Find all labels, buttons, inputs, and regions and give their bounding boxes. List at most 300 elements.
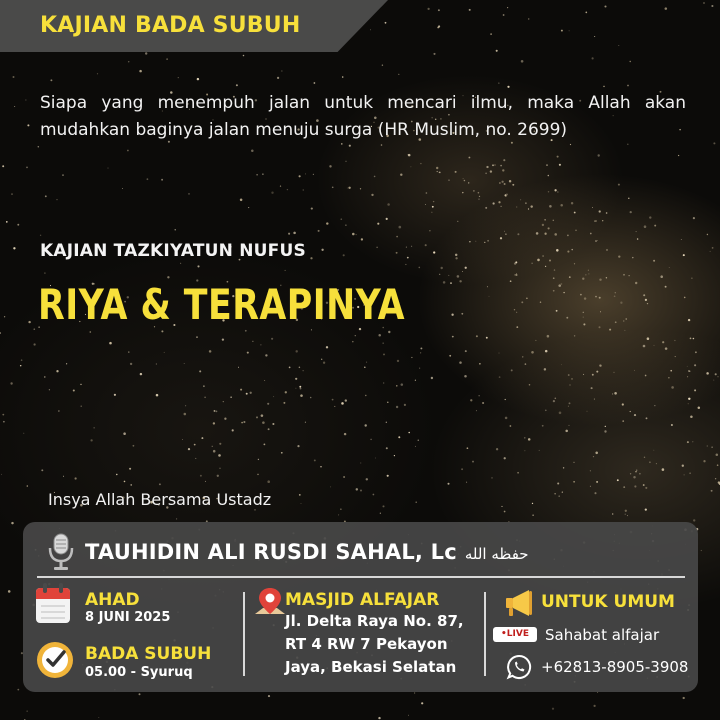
star-dot xyxy=(653,450,654,451)
star-dot xyxy=(147,178,149,180)
star-dot xyxy=(352,341,354,343)
star-dot xyxy=(571,202,573,204)
star-dot xyxy=(418,267,420,269)
star-dot xyxy=(214,410,216,412)
star-dot xyxy=(574,212,576,214)
star-dot xyxy=(605,426,606,427)
star-dot xyxy=(129,468,131,470)
star-dot xyxy=(504,457,506,459)
star-dot xyxy=(522,356,523,357)
star-dot xyxy=(437,26,439,28)
star-dot xyxy=(356,234,357,235)
event-date: 8 JUNI 2025 xyxy=(85,610,171,625)
star-dot xyxy=(656,463,657,464)
star-dot xyxy=(281,452,283,454)
star-dot xyxy=(408,432,410,434)
star-dot xyxy=(388,331,390,333)
star-dot xyxy=(583,374,584,375)
star-dot xyxy=(49,389,50,390)
star-dot xyxy=(465,350,467,352)
star-dot xyxy=(594,492,596,494)
star-dot xyxy=(569,425,570,426)
star-dot xyxy=(624,330,625,331)
star-dot xyxy=(626,318,627,319)
star-dot xyxy=(562,492,563,493)
star-dot xyxy=(515,261,517,263)
star-dot xyxy=(590,470,591,471)
star-dot xyxy=(283,402,285,404)
star-dot xyxy=(662,468,665,471)
star-dot xyxy=(258,459,259,460)
star-dot xyxy=(246,393,248,395)
star-dot xyxy=(634,370,635,371)
star-dot xyxy=(684,474,685,475)
star-dot xyxy=(627,85,629,87)
star-dot xyxy=(378,334,381,337)
star-dot xyxy=(711,490,713,492)
star-dot xyxy=(606,212,608,214)
star-dot xyxy=(498,83,499,84)
star-dot xyxy=(197,265,199,267)
star-dot xyxy=(463,178,464,179)
star-dot xyxy=(175,229,176,230)
star-dot xyxy=(459,280,461,282)
star-dot xyxy=(44,376,45,377)
star-dot xyxy=(716,454,719,457)
star-dot xyxy=(687,366,688,367)
star-dot xyxy=(28,321,30,323)
star-dot xyxy=(615,292,616,293)
star-dot xyxy=(375,458,376,459)
star-dot xyxy=(25,99,26,100)
star-dot xyxy=(625,514,626,515)
star-dot xyxy=(542,224,544,226)
star-dot xyxy=(265,354,267,356)
star-dot xyxy=(693,519,695,521)
star-dot xyxy=(557,482,559,484)
star-dot xyxy=(545,409,547,411)
star-dot xyxy=(418,440,419,441)
star-dot xyxy=(386,422,387,423)
star-dot xyxy=(583,317,584,318)
star-dot xyxy=(426,192,428,194)
star-dot xyxy=(436,167,438,169)
star-dot xyxy=(553,400,555,402)
star-dot xyxy=(236,84,238,86)
star-dot xyxy=(556,249,559,252)
star-dot xyxy=(197,78,199,80)
star-dot xyxy=(156,394,159,397)
star-dot xyxy=(585,274,586,275)
star-dot xyxy=(45,195,47,197)
star-dot xyxy=(492,202,494,204)
star-dot xyxy=(464,375,467,378)
star-dot xyxy=(660,275,663,278)
star-dot xyxy=(4,316,5,317)
star-dot xyxy=(485,172,487,174)
star-dot xyxy=(401,383,404,386)
star-dot xyxy=(396,236,398,238)
star-dot xyxy=(44,272,45,273)
whatsapp-number: +62813-8905-3908 xyxy=(541,658,689,676)
star-dot xyxy=(378,717,380,719)
star-dot xyxy=(695,351,697,353)
star-dot xyxy=(433,251,435,253)
calendar-icon xyxy=(33,580,73,626)
star-dot xyxy=(629,275,630,276)
star-dot xyxy=(711,5,713,7)
star-dot xyxy=(248,207,249,208)
star-dot xyxy=(591,387,593,389)
star-dot xyxy=(396,252,398,254)
star-dot xyxy=(349,145,351,147)
panel-divider xyxy=(37,576,685,578)
star-dot xyxy=(507,7,508,8)
star-dot xyxy=(293,232,296,235)
star-dot xyxy=(271,338,273,340)
star-dot xyxy=(27,485,29,487)
star-dot xyxy=(62,174,64,176)
star-dot xyxy=(628,198,629,199)
star-dot xyxy=(505,233,507,235)
star-dot xyxy=(634,414,636,416)
star-dot xyxy=(521,60,524,63)
star-dot xyxy=(443,281,446,284)
star-dot xyxy=(595,220,597,222)
header-banner-text: KAJIAN BADA SUBUH xyxy=(40,13,301,38)
star-dot xyxy=(451,314,453,316)
star-dot xyxy=(565,430,568,433)
star-dot xyxy=(407,257,409,259)
star-dot xyxy=(185,405,186,406)
star-dot xyxy=(63,476,64,477)
star-dot xyxy=(606,277,607,278)
star-dot xyxy=(462,271,463,272)
star-dot xyxy=(498,201,500,203)
star-dot xyxy=(584,297,586,299)
star-dot xyxy=(124,481,126,483)
star-dot xyxy=(11,522,13,524)
star-dot xyxy=(330,486,331,487)
star-dot xyxy=(342,76,344,78)
star-dot xyxy=(561,30,563,32)
column-divider-1 xyxy=(243,592,245,676)
venue-address: Jl. Delta Raya No. 87, RT 4 RW 7 Pekayon Jaya, Bekasi Selatan xyxy=(285,612,464,676)
star-dot xyxy=(632,257,633,258)
star-dot xyxy=(449,180,450,181)
star-dot xyxy=(140,373,142,375)
star-dot xyxy=(627,515,628,516)
event-day: AHAD xyxy=(85,590,140,610)
speaker-name: TAUHIDIN ALI RUSDI SAHAL, Lc xyxy=(85,540,457,564)
star-dot xyxy=(467,447,469,449)
star-dot xyxy=(332,186,334,188)
star-dot xyxy=(340,509,341,510)
star-dot xyxy=(109,342,112,345)
star-dot xyxy=(108,168,109,169)
star-dot xyxy=(681,239,682,240)
star-dot xyxy=(574,335,575,336)
star-dot xyxy=(243,55,245,57)
star-dot xyxy=(232,429,234,431)
star-dot xyxy=(612,393,613,394)
star-dot xyxy=(338,514,339,515)
star-dot xyxy=(408,154,409,155)
star-dot xyxy=(346,161,347,162)
star-dot xyxy=(703,460,705,462)
star-dot xyxy=(654,345,655,346)
star-dot xyxy=(356,488,358,490)
star-dot xyxy=(630,411,631,412)
star-dot xyxy=(73,389,75,391)
star-dot xyxy=(355,335,356,336)
star-dot xyxy=(643,294,645,296)
star-dot xyxy=(377,223,379,225)
hadith-quote: Siapa yang menempuh jalan untuk mencari ilmu, maka Allah akan mudahkan baginya jalan menuju surga (HR Muslim, no. 2699) xyxy=(40,93,686,140)
star-dot xyxy=(706,372,709,375)
star-dot xyxy=(505,399,506,400)
star-dot xyxy=(299,494,301,496)
star-dot xyxy=(332,399,334,401)
star-dot xyxy=(184,363,185,364)
star-dot xyxy=(405,264,406,265)
star-dot xyxy=(461,468,463,470)
star-dot xyxy=(622,403,624,405)
star-dot xyxy=(245,330,247,332)
star-dot xyxy=(594,36,595,37)
star-dot xyxy=(549,260,551,262)
star-dot xyxy=(14,106,15,107)
star-dot xyxy=(499,353,500,354)
star-dot xyxy=(223,401,224,402)
star-dot xyxy=(505,194,506,195)
star-dot xyxy=(617,479,619,481)
star-dot xyxy=(196,336,198,338)
star-dot xyxy=(33,328,35,330)
star-dot xyxy=(557,191,558,192)
star-dot xyxy=(66,363,67,364)
star-dot xyxy=(604,430,606,432)
star-dot xyxy=(583,312,584,313)
star-dot xyxy=(688,403,689,404)
star-dot xyxy=(133,445,135,447)
star-dot xyxy=(89,331,91,333)
star-dot xyxy=(501,181,503,183)
star-dot xyxy=(360,463,361,464)
star-dot xyxy=(448,275,449,276)
star-dot xyxy=(397,360,399,362)
star-dot xyxy=(510,425,512,427)
star-dot xyxy=(396,385,397,386)
star-dot xyxy=(595,452,598,455)
star-dot xyxy=(561,283,563,285)
star-dot xyxy=(38,146,39,147)
star-dot xyxy=(582,278,584,280)
star-dot xyxy=(540,301,541,302)
star-dot xyxy=(559,412,562,415)
star-dot xyxy=(614,295,616,297)
star-dot xyxy=(516,274,518,276)
star-dot xyxy=(314,82,316,84)
star-dot xyxy=(1,474,2,475)
star-dot xyxy=(618,45,619,46)
star-dot xyxy=(262,421,265,424)
star-dot xyxy=(433,53,435,55)
star-dot xyxy=(563,292,564,293)
star-dot xyxy=(486,166,488,168)
star-dot xyxy=(465,267,467,269)
star-dot xyxy=(209,350,212,353)
star-dot xyxy=(271,192,273,194)
star-dot xyxy=(371,194,373,196)
star-dot xyxy=(303,370,304,371)
star-dot xyxy=(526,297,528,299)
star-dot xyxy=(385,22,387,24)
star-dot xyxy=(479,395,480,396)
star-dot xyxy=(98,717,99,718)
star-dot xyxy=(376,247,377,248)
star-dot xyxy=(715,478,716,479)
star-dot xyxy=(17,689,19,691)
star-dot xyxy=(299,367,301,369)
star-dot xyxy=(554,493,555,494)
star-dot xyxy=(295,388,296,389)
star-dot xyxy=(622,420,624,422)
star-dot xyxy=(635,471,636,472)
star-dot xyxy=(588,273,589,274)
star-dot xyxy=(243,421,245,423)
star-dot xyxy=(701,550,702,551)
star-dot xyxy=(542,255,544,257)
star-dot xyxy=(366,362,367,363)
star-dot xyxy=(123,432,126,435)
star-dot xyxy=(33,343,35,345)
star-dot xyxy=(517,233,519,235)
star-dot xyxy=(639,473,641,475)
star-dot xyxy=(545,266,546,267)
star-dot xyxy=(40,235,41,236)
star-dot xyxy=(299,175,301,177)
star-dot xyxy=(665,347,668,350)
star-dot xyxy=(415,502,416,503)
star-dot xyxy=(256,174,258,176)
star-dot xyxy=(199,370,201,372)
star-dot xyxy=(535,340,536,341)
star-dot xyxy=(457,275,460,278)
star-dot xyxy=(13,76,15,78)
star-dot xyxy=(361,238,363,240)
star-dot xyxy=(490,170,492,172)
star-dot xyxy=(561,364,562,365)
star-dot xyxy=(267,480,270,483)
star-dot xyxy=(2,414,4,416)
star-dot xyxy=(466,482,467,483)
star-dot xyxy=(321,359,322,360)
star-dot xyxy=(280,186,281,187)
star-dot xyxy=(567,235,569,237)
venue-name: MASJID ALFAJAR xyxy=(285,590,440,610)
star-dot xyxy=(618,255,620,257)
star-dot xyxy=(524,437,525,438)
star-dot xyxy=(646,417,648,419)
star-dot xyxy=(592,57,594,59)
star-dot xyxy=(310,397,312,399)
star-dot xyxy=(366,478,368,480)
star-dot xyxy=(260,344,261,345)
star-dot xyxy=(596,481,598,483)
star-dot xyxy=(334,406,335,407)
star-dot xyxy=(251,149,254,152)
star-dot xyxy=(80,384,81,385)
star-dot xyxy=(573,481,575,483)
star-dot xyxy=(637,238,639,240)
star-dot xyxy=(528,208,529,209)
star-dot xyxy=(400,173,402,175)
star-dot xyxy=(662,341,664,343)
star-dot xyxy=(406,247,407,248)
star-dot xyxy=(558,495,560,497)
star-dot xyxy=(277,77,279,79)
star-dot xyxy=(525,363,527,365)
star-dot xyxy=(644,457,645,458)
star-dot xyxy=(352,233,355,236)
star-dot xyxy=(313,174,314,175)
star-dot xyxy=(525,202,527,204)
star-dot xyxy=(484,242,485,243)
star-dot xyxy=(573,462,574,463)
star-dot xyxy=(580,294,582,296)
star-dot xyxy=(373,494,375,496)
star-dot xyxy=(485,207,487,209)
star-dot xyxy=(504,231,505,232)
star-dot xyxy=(300,503,301,504)
star-dot xyxy=(90,439,92,441)
star-dot xyxy=(557,156,559,158)
star-dot xyxy=(440,267,442,269)
star-dot xyxy=(643,484,645,486)
star-dot xyxy=(241,422,243,424)
star-dot xyxy=(261,414,264,417)
star-dot xyxy=(344,433,346,435)
star-dot xyxy=(635,282,637,284)
star-dot xyxy=(649,461,651,463)
star-dot xyxy=(398,436,400,438)
star-dot xyxy=(516,326,518,328)
star-dot xyxy=(682,465,684,467)
star-dot xyxy=(130,363,132,365)
star-dot xyxy=(559,164,561,166)
star-dot xyxy=(420,352,421,353)
star-dot xyxy=(114,394,116,396)
star-dot xyxy=(364,424,366,426)
star-dot xyxy=(688,319,690,321)
star-dot xyxy=(613,372,614,373)
star-dot xyxy=(593,705,595,707)
star-dot xyxy=(457,221,458,222)
star-dot xyxy=(531,263,532,264)
star-dot xyxy=(599,364,601,366)
star-dot xyxy=(374,176,376,178)
star-dot xyxy=(340,218,342,220)
star-dot xyxy=(569,402,571,404)
star-dot xyxy=(285,391,287,393)
star-dot xyxy=(380,513,381,514)
star-dot xyxy=(263,443,265,445)
star-dot xyxy=(693,338,695,340)
star-dot xyxy=(654,405,655,406)
star-dot xyxy=(81,406,82,407)
star-dot xyxy=(303,189,304,190)
